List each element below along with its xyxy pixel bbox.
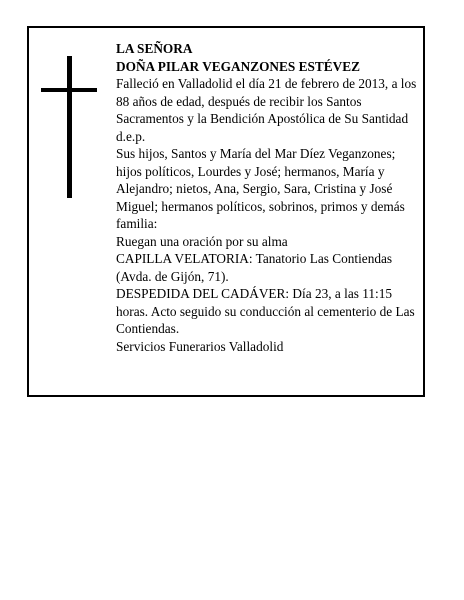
cross-vertical-bar	[67, 56, 72, 198]
obituary-notice	[27, 26, 425, 397]
deceased-name: DOÑA PILAR VEGANZONES ESTÉVEZ	[116, 58, 360, 74]
cross-horizontal-bar	[41, 88, 97, 92]
dep-abbreviation: d.e.p.	[116, 128, 146, 144]
notice-title: LA SEÑORA	[116, 41, 193, 56]
prayer-request: Ruegan una oración por su alma	[116, 233, 288, 249]
notice-text	[116, 40, 418, 355]
funeral-services: Servicios Funerarios Valladolid	[116, 338, 284, 354]
death-details: Falleció en Valladolid el día 21 de febrero de 2013, a los 88 años de edad, después de recibir los Santos Sacramentos y la Bendición Apostólica de Su Santidad	[116, 76, 417, 126]
chapel-info: CAPILLA VELATORIA: Tanatorio Las Contiendas (Avda. de Gijón, 71).	[116, 251, 393, 284]
cross-icon	[41, 56, 97, 198]
family-list: Sus hijos, Santos y María del Mar Díez Veganzones; hijos políticos, Lourdes y José; hermanos, María y Alejandro; nietos, Ana, Sergio, Sara, Cristina y José Miguel; hermanos políticos, sobrinos, primos y demás familia:	[116, 146, 405, 231]
farewell-info: DESPEDIDA DEL CADÁVER: Día 23, a las 11:15 horas. Acto seguido su conducción al cementerio de Las Contiendas.	[116, 286, 415, 336]
